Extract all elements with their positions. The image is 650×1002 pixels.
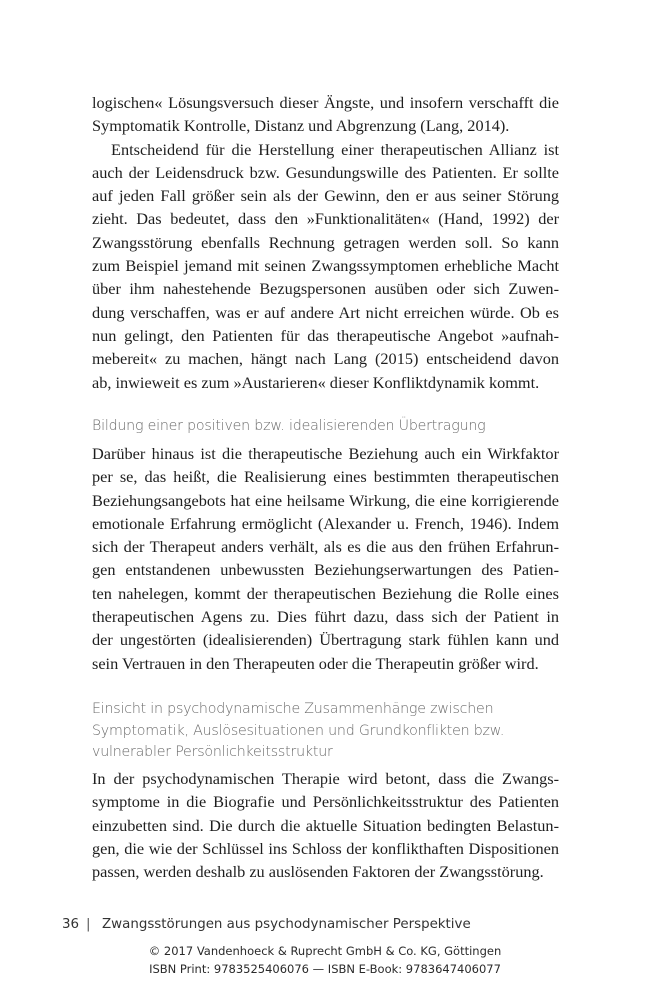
text-line: gen, die wie der Schlüssel ins Schloss der konflikthaften Dispositionen [92,838,559,858]
paragraph-1 [92,91,559,138]
section-heading-insight [92,699,559,764]
text-line: nun gelingt, den Patienten für das therapeutische Angebot »aufnah- [92,325,559,345]
copyright-line: © 2017 Vandenhoeck & Ruprecht GmbH & Co. KG, Göttingen [148,944,502,958]
text-line: gen entstandenen unbewussten Beziehungserwartungen des Patien- [92,560,559,580]
paragraph-4 [92,767,559,883]
heading-line: vulnerabler Persönlichkeitsstruktur [92,744,333,760]
text-line: In der psychodynamischen Therapie wird betont, dass die Zwangs- [92,769,559,788]
text-line: therapeutischen Agens zu. Dies führt dazu, dass sich der Patient in [92,607,559,627]
text-line: dung verschaffen, was er auf andere Art nicht erreichen würde. Ob es [92,302,559,322]
heading-line: Symptomatik, Auslösesituationen und Grundkonflikten bzw. [92,722,505,739]
text-line: Entscheidend für die Herstellung einer therapeutischen Allianz ist [111,139,559,159]
text-line: ten nahelegen, kommt der therapeutischen Beziehung die Rolle eines [92,583,559,603]
heading-line: Bildung einer positiven bzw. idealisierenden Übertragung [92,418,486,434]
text-line: Beziehungsangebots hat eine heilsame Wirkung, die eine korrigierende [92,490,559,510]
text-line: passen, werden deshalb zu auslösenden Faktoren der Zwangsstörung. [92,862,544,882]
text-line: zum Beispiel jemand mit seinen Zwangssymptomen erhebliche Macht [92,256,559,276]
text-line: Zwangsstörung ebenfalls Rechnung getragen werden soll. So kann [92,232,559,252]
footer-separator: | [86,917,91,932]
text-line: einzubetten sind. Die durch die aktuelle Situation bedingten Belastun- [92,815,559,835]
paragraph-3 [92,442,559,675]
text-line: sich der Therapeut anders verhält, als es die aus den frühen Erfahrun- [92,537,559,557]
text-line: emotionale Erfahrung ermöglicht (Alexander u. French, 1946). Indem [92,513,559,533]
text-line: logischen« Lösungsversuch dieser Ängste, und insofern verschafft die [92,93,559,112]
text-line: Symptomatik Kontrolle, Distanz und Abgrenzung (Lang, 2014). [92,116,510,136]
text-line: Darüber hinaus ist die therapeutische Beziehung auch ein Wirkfaktor [92,444,559,463]
text-line: über ihm nahestehende Bezugspersonen ausüben oder sich Zuwen- [92,279,559,299]
running-title: Zwangsstörungen aus psychodynamischer Perspektive [102,917,471,932]
running-footer [62,915,471,935]
paragraph-2 [92,138,559,394]
page-number: 36 [62,917,80,932]
text-line: per se, das heißt, die Realisierung eines bestimmten therapeutischen [92,467,559,487]
text-line: auf jeden Fall größer sein als der Gewinn, den er aus seiner Störung [92,186,559,206]
text-line: auch der Leidensdruck bzw. Gesundungswille des Patienten. Er sollte [92,162,559,182]
isbn-line: ISBN Print: 9783525406076 — ISBN E-Book: 9783647406077 [149,962,501,976]
text-line: sein Vertrauen in den Therapeuten oder die Therapeutin größer wird. [92,653,539,673]
text-line: ab, inwieweit es zum »Austarieren« dieser Konfliktdynamik kommt. [92,372,540,392]
text-line: symptome in die Biografie und Persönlichkeitsstruktur des Patienten [92,792,559,812]
section-heading-transference [92,416,559,438]
heading-line: Einsicht in psychodynamische Zusammenhänge zwischen [92,701,494,717]
text-line: der ungestörten (idealisierenden) Übertragung stark fühlen kann und [92,630,559,650]
text-line: mebereit« zu machen, hängt nach Lang (2015) entscheidend davon [92,349,559,369]
text-line: zieht. Das bedeutet, dass den »Funktionalitäten« (Hand, 1992) der [92,209,559,229]
